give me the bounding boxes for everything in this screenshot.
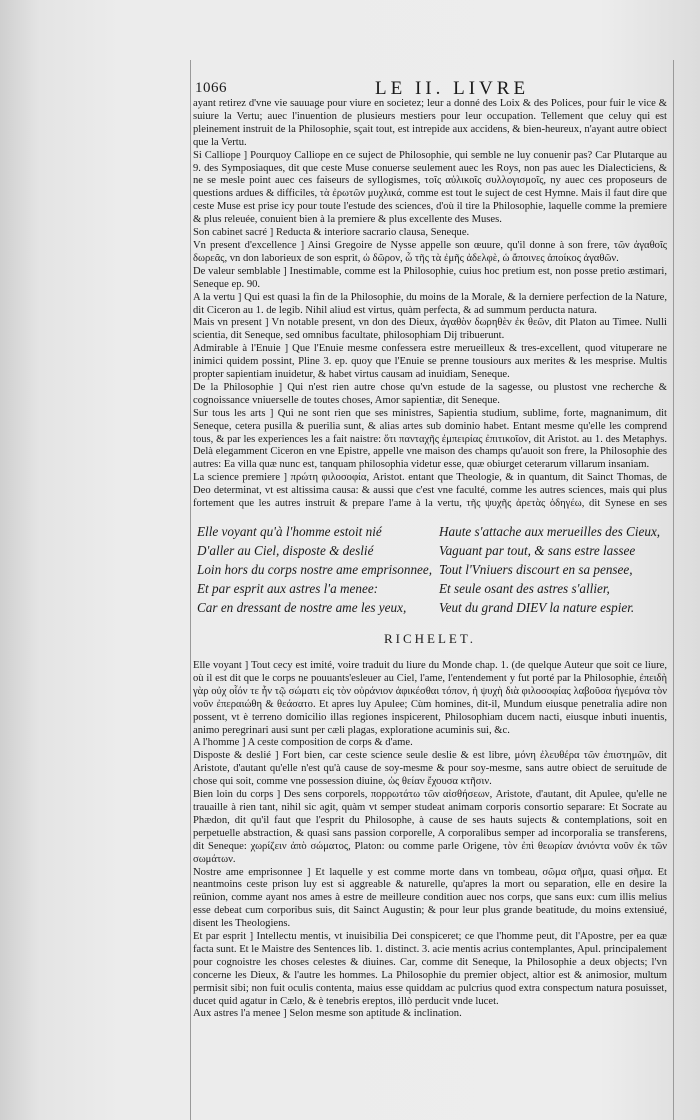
verse-column-right xyxy=(439,522,679,617)
verse-line: Et par esprit aux astres l'a menee: xyxy=(197,581,379,596)
commentary-paragraph: Sur tous les arts ] Qui ne sont rien que ses ministres, Sapientia studium, sublime, forte, magnanimum, dit Seneque, cetera pusilla & puerilia sunt, & alias artes sub dominio habet. Entant mesme qu'elle les comprend tous, & par les experiences les a fait naistre: ὅτι πανταχῆς ἐμπειρίας ἐπιτικοῖον, dit Aristot. au 1. des Metaphys. Delà elegamment Ciceron en vne Epistre, appelle vne maison des champs qu'auoit son frere, la Philosophie des autres: Ea villa quæ nunc est, tanquam philosophia videtur esse, quæ obiurget ceterarum villarum insaniam. xyxy=(193,407,667,471)
commentary-paragraph: Vn present d'excellence ] Ainsi Gregoire de Nysse appelle son œuure, qu'il donne à son frere, τῶν ἀγαθοῖς δωρεᾶς, vn don laborieux de son esprit, ὡ δῶρον, ὦ τῆς τὰ ἐμῆς ἀδελφὲ, ὡ ἄποινες ἀποίκος ἀγαθῶν. xyxy=(193,239,667,264)
verse-line: D'aller au Ciel, disposte & deslié xyxy=(197,543,374,558)
commentary-paragraph: De valeur semblable ] Inestimable, comme est la Philosophie, cuius hoc pretium est, non posse pretio æstimari, Seneque ep. 90. xyxy=(193,265,667,290)
commentary-paragraph: Admirable à l'Enuie ] Que l'Enuie mesme confessera estre merueilleux & tres-excellent, quod vituperare ne inimici quidem possint, Pline 3. ep. quoy que l'Enuie se prenne tousiours aux merites & les mesprise. Multis propter sapientiam inuidetur, & habet virtus causam ad inuidiam, Seneque. xyxy=(193,343,667,381)
verse-line: Haute s'attache aux merueilles des Cieux, xyxy=(439,524,661,539)
commentary-paragraph: Et par esprit ] Intellectu mentis, vt inuisibilia Dei conspiceret; ce que l'homme peut, dit l'Apostre, per ea quæ facta sunt. Et le Maistre des Sentences lib. 1. distinct. 3. acie mentis acrius contemplantes, Apul. principalement pour cognoistre les choses celestes & diuines. Car, comme dit Seneque, la Philosophie a deux objects; l'vn concerne les Dieux, & l'autre les hommes. La Philosophie du premier object, altior est & animosior, multum permisit sibi; non fuit oculis contenta, maius esse quiddam ac pulcrius quod extra conspectum natura posuisset, ducet quid agatur in Cælo, & è tenebris ereptos, illò perducit vnde lucet. xyxy=(193,931,667,1007)
commentary-paragraph: Son cabinet sacré ] Reducta & interiore sacrario clausa, Seneque. xyxy=(193,227,470,239)
verse-line: Veut du grand DIEV la nature espier. xyxy=(439,600,635,615)
commentary-paragraph: Nostre ame emprisonnee ] Et laquelle y est comme morte dans vn tombeau, σῶμα σῆμα, quasi σῆμα. Et neantmoins ceste prison luy est si aggreable & naturelle, qu'apres la mort ou separation, elle en desire la reünion, comme ayant nos ames à estre de meilleure condition auec nos corps, que sans eux: cum illis melius esse debeat cum corporibus suis, dit Sainct Augustin; & pour leur plus grande beatitude, du moins extensiué, disent les Theologiens. xyxy=(193,866,667,930)
page-header xyxy=(195,80,665,100)
verse-line: Elle voyant qu'à l'homme estoit nié xyxy=(197,524,382,539)
page-number: 1066 xyxy=(195,80,227,96)
section-title: RICHELET. xyxy=(383,631,477,646)
commentary-paragraph: A l'homme ] A ceste composition de corps & d'ame. xyxy=(193,737,413,749)
commentary-paragraph: Aux astres l'a menee ] Selon mesme son aptitude & inclination. xyxy=(193,1008,462,1020)
commentary-paragraph: Si Calliope ] Pourquoy Calliope en ce suject de Philosophie, qui semble ne luy conuenir pas? Car Plutarque au 9. des Symposiaques, dit que ceste Muse conuerse seulement auec les Roys, non pas auec les Dialecticiens, & ne se mesle point auec ces faiseurs de syllogismes, τοῖς αὐλικοῖς συλλογισμοῖς, ny auec ces proposeurs de questions ardues & difficiles, τὰ ἐρωτῶν μυχλικά, comme est tout le suject de cest Hymne. Mais il faut dire que ceste Muse est prise icy pour toute l'estude des sciences, d'où il tire la Philosophie, laquelle comme la premiere & plus releuée, conuient bien à la premiere & plus excellente des Muses. xyxy=(193,149,667,226)
commentary-block-2 xyxy=(193,660,667,1066)
verse-column-left xyxy=(197,522,437,617)
commentary-paragraph: La science premiere ] πρώτη φιλοσοφία, Aristot. entant que Theologie, & in quantum, dit Sainct Thomas, de Deo determinat, vt est altissima causa: & aussi que c'est vne faculté, comme les autres sciences, mais qui plus fortement que les autres instruit & prepare l'ame à la vertu, τῆς ψυχῆς ἀρετὰς ὁδηγέω, dit Synese en ses xyxy=(193,472,667,510)
commentary-paragraph: Bien loin du corps ] Des sens corporels, πορρωτάτω τῶν αἰσθήσεων, Aristote, d'autant, dit Apulee, qu'elle ne trauaille à rien tant, nihil sic agit, quàm vt semper studeat animam corporis consortio separare: Et Socrate au Phædon, dit qu'il faut que l'esprit du Philosophe, à cause de ses hauts sujects & contemplations, soit en perpetuelle abstraction, & quasi sans passion corporelle, A corporalibus semper ad incorporalia se transferens, dit Seneque: χωρίζειν ἀπὸ σώματος, Platon: ou comme parle Origene, τὸν ἐπὶ θεωρίαν ἀνιόντα νοῦν ἐκ τῶν σωμάτων. xyxy=(193,789,667,865)
commentary-paragraph: Mais vn present ] Vn notable present, vn don des Dieux, ἀγαθὸν δωρηθὲν ἐκ θεῶν, dit Platon au Timee. Nulli scientia, dit Seneque, sed omnibus facultate, philosophiam Dij tribuerunt. xyxy=(193,317,667,342)
verse-line: Et seule osant des astres s'allier, xyxy=(439,581,610,596)
verse-line: Vaguant par tout, & sans estre lassee xyxy=(439,543,636,558)
commentary-paragraph: ayant retirez d'vne vie sauuage pour viure en societez; leur a donné des Loix & des Polices, pour fuir le vice & suiure la Vertu; auec l'inuention de plusieurs mestiers pour leur occupation. Tellement que celuy qui est pleinement instruit de la Philosophie, sçait tout, est intrepide aux accidens, & bien-heureux, n'ayant autre obiect que la Vertu. xyxy=(193,98,667,148)
verse-line: Tout l'Vniuers discourt en sa pensee, xyxy=(439,562,633,577)
left-margin-rule xyxy=(190,60,191,1120)
commentary-paragraph: A la vertu ] Qui est quasi la fin de la Philosophie, du moins de la Morale, & la derniere perfection de la Nature, dit Ciceron au 1. de legib. Nihil aliud est virtus, quàm perfecta, & ad summum perducta natura. xyxy=(193,291,667,316)
verse-line: Loin hors du corps nostre ame emprisonnee, xyxy=(197,562,433,577)
commentary-paragraph: Elle voyant ] Tout cecy est imité, voire traduit du liure du Monde chap. 1. (de quelque Auteur que soit ce liure, où il est dit que le corps ne pouuants'esleuer au Ciel, l'ame, l'entendement y fut porté par la Philosophie, ἐπειδὴ γὰρ οὐχ οἷόν τε ἦν τῷ σώματι εἰς τὸν οὐράνιον ἀφικέσθαι τόπον, ἡ ψυχὴ διὰ φιλοσοφίας λαβοῦσα ἡγεμόνα τὸν νοῦν ἐπεραιώθη & θεάσατο. Et apres luy Apulee; Cùm homines, dit-il, Mundum eiusque penetralia adire non possent, vt è terreno domicilio illas regiones inspicerent, Philosophiam ducem nacti, eiusque inbuti inuentis, animo peregrinari ausi sunt per cæli plagas, exploratione acuminis sui, &c. xyxy=(193,660,667,736)
verse-line: Car en dressant de nostre ame les yeux, xyxy=(197,600,407,615)
commentary-paragraph: Disposte & deslié ] Fort bien, car ceste science seule deslie & est libre, μόνη ἐλευθέρα τῶν ἐπιστημῶν, dit Aristote, d'autant qu'elle n'est qu'à cause de soy-mesme & pour soy-mesme, sans autre obiect de seruitude de chose qui soit, comme vne possession diuine, ὡς θείαν ἔχουσα κτῆσιν. xyxy=(193,750,667,788)
running-title: LE II. LIVRE xyxy=(375,78,530,99)
commentary-block-1 xyxy=(193,98,667,510)
commentary-paragraph: De la Philosophie ] Qui n'est rien autre chose qu'vn estude de la sagesse, ou plustost vne recherche & cognoissance vniuerselle de toutes choses, Amor sapientiæ, dit Seneque. xyxy=(193,381,667,406)
verse-block xyxy=(197,522,667,615)
